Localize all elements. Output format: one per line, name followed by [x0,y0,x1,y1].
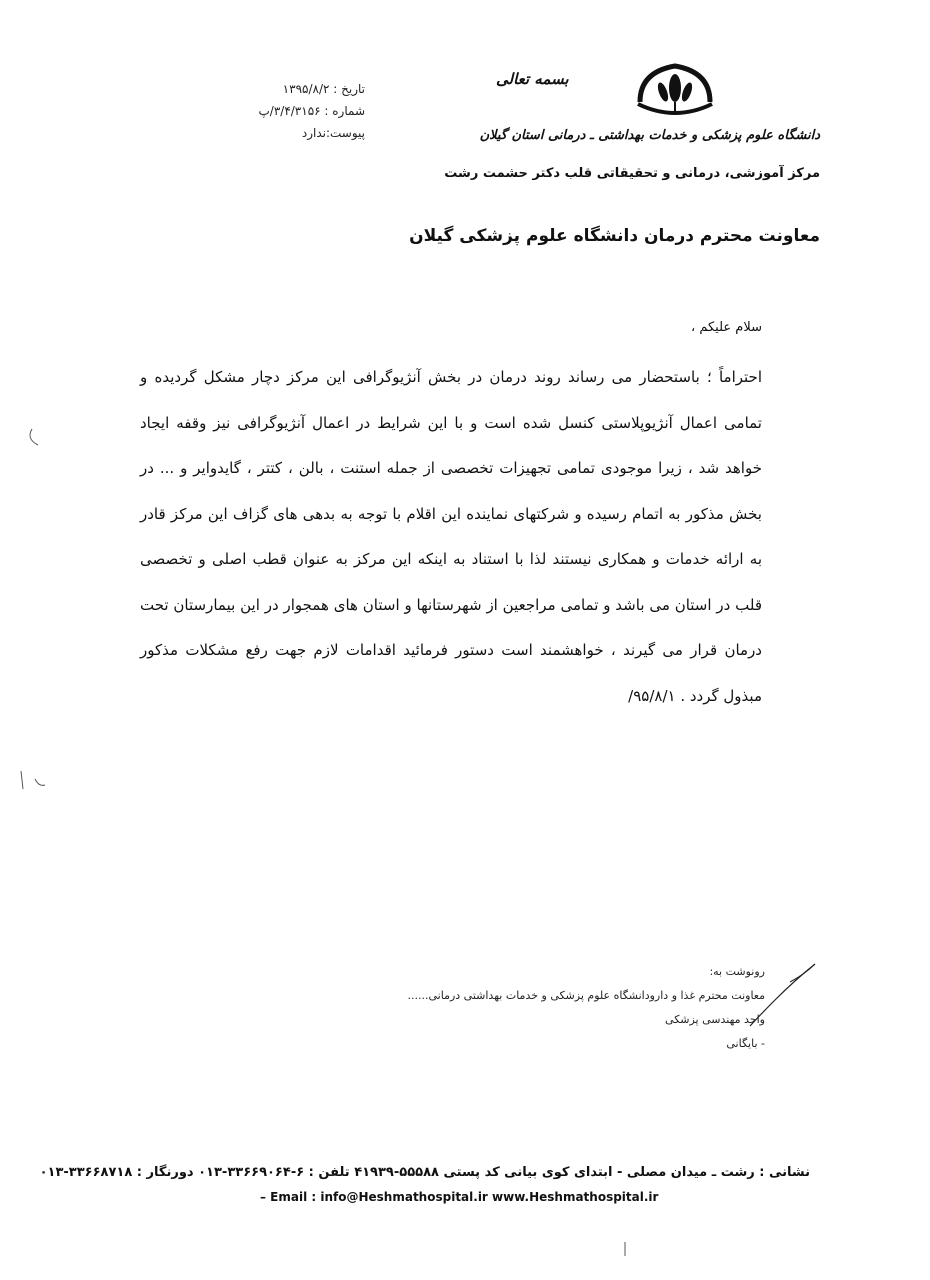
attachment-line: پیوست:ندارد [301,126,365,140]
footer-address: نشانی : رشت ـ میدان مصلی - ابتدای کوی بیانی کد پستی ۵۵۵۸۸-۴۱۹۳۹ تلفن : ۶-۳۳۶۶۹۰۶۴-۰۱۳ دورنگار : ۳۳۶۶۸۷۱۸-۰۱۳ [39,1165,810,1180]
center-name: مرکز آموزشی، درمانی و تحقیقاتی قلب دکتر حشمت رشت [444,166,820,181]
body-line: قلب در استان می باشد و تمامی مراجعین از شهرستانها و استان های همجوار در این بیمارستان تحت [140,595,762,614]
body-line: درمان قرار می گیرند ، خواهشمند است دستور فرمائید اقدامات لازم جهت رفع مشکلات مذکور [140,641,762,659]
scan-mark [620,1240,630,1260]
date-line: تاریخ : ۱۳۹۵/۸/۲ [282,82,365,96]
salutation: سلام علیکم ، [691,320,762,335]
cc-item: واحد مهندسی پزشکی [665,1013,765,1026]
letter-body [140,355,762,719]
cc-block [380,960,765,1056]
body-line: بخش مذکور به اتمام رسیده و شرکتهای نماینده این اقلام با توجه به بدهی های گزاف این مرکز قادر [140,504,762,523]
scan-mark [15,765,55,795]
number-line: شماره : ۳/۴/۳۱۵۶/پ [258,104,365,118]
cc-item: - بایگانی [726,1037,765,1050]
letter-meta [225,78,365,144]
scan-mark [20,425,50,450]
recipient-line: معاونت محترم درمان دانشگاه علوم پزشکی گیلان [409,226,820,246]
cc-title: رونوشت به: [709,965,765,978]
body-line: مبذول گردد . ۹۵/۸/۱/ [628,686,762,705]
body-line: به ارائه خدمات و همکاری نیستند لذا با استناد به اینکه این مرکز به عنوان قطب اصلی و تخصصی [140,550,762,568]
footer-email: – Email : info@Heshmathospital.ir www.Heshmathospital.ir [260,1190,659,1204]
bismillah: بسمه تعالی [496,70,569,88]
body-line: تمامی اعمال آنژیوپلاستی کنسل شده است و با این شرایط در اعمال آنژیوگرافی نیز وقفه ایجاد [140,413,762,432]
body-line: احتراماً ؛ باستحضار می رساند روند درمان در بخش آنژیوگرافی این مرکز دچار مشکل گردیده و [140,368,762,386]
university-name: دانشگاه علوم پزشکی و خدمات بهداشتی ـ درمانی استان گیلان [479,128,820,143]
wheat-emblem-icon [630,62,720,124]
university-logo [630,62,720,124]
body-line: خواهد شد ، زیرا موجودی تمامی تجهیزات تخصصی از جمله استنت ، بالن ، کتتر ، گایدوایر و ... در [140,459,762,477]
cc-item: معاونت محترم غذا و دارودانشگاه علوم پزشکی و خدمات بهداشتی درمانی...... [407,989,765,1002]
